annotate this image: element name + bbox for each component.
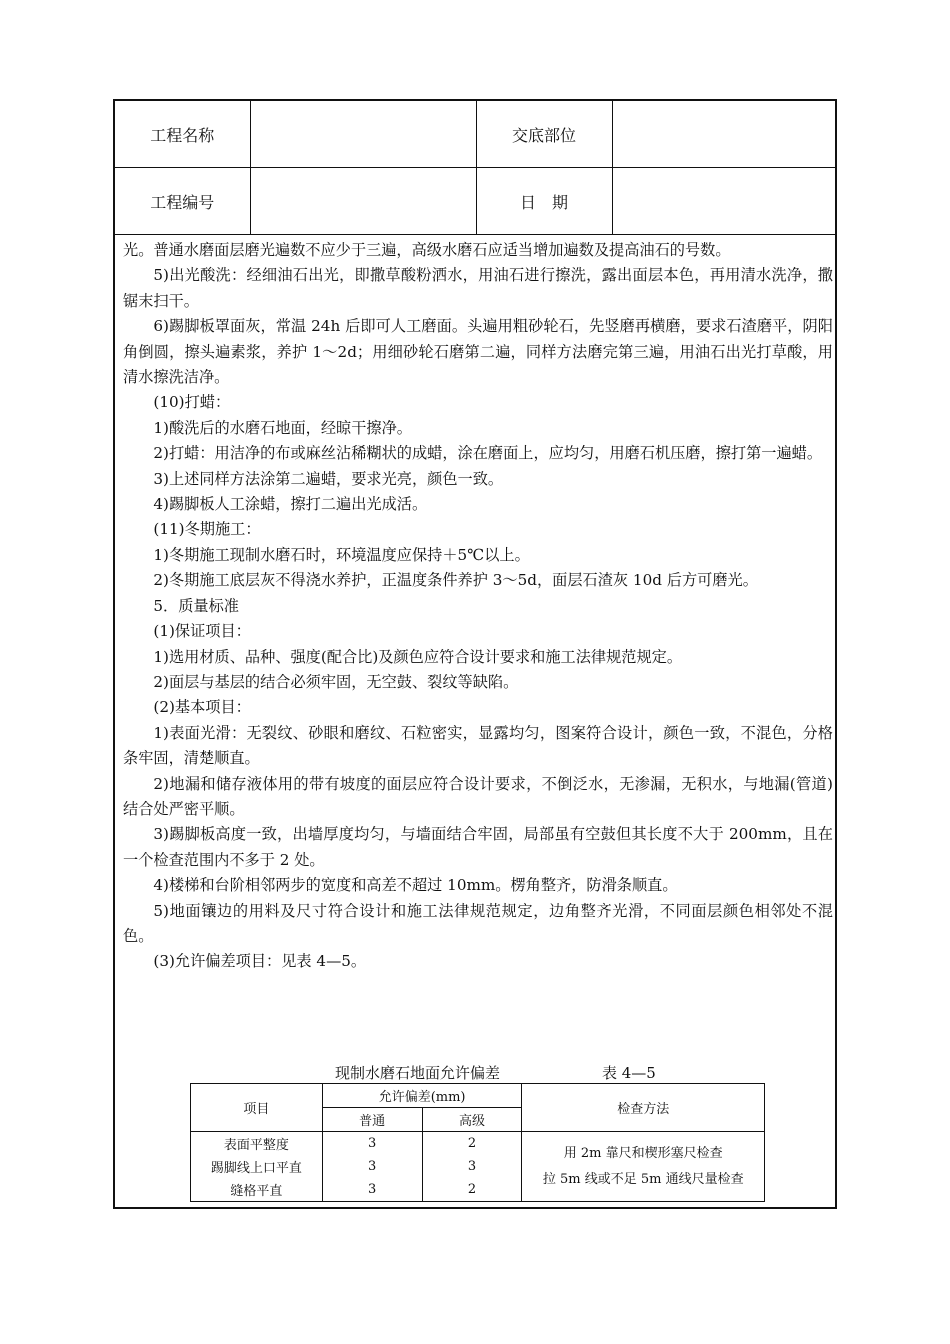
- body-paragraph: (1)保证项目：: [153, 622, 251, 641]
- check-method-1: 用 2m 靠尺和楔形塞尺检查: [563, 1145, 723, 1161]
- table-row-item: 表面平整度: [191, 1132, 323, 1156]
- body-paragraph: 3)上述同样方法涂第二遍蜡，要求光亮，颜色一致。: [153, 469, 504, 488]
- table-title: 现制水磨石地面允许偏差: [335, 1064, 501, 1082]
- body-paragraph: (10)打蜡：: [153, 393, 231, 412]
- body-paragraph: 1)表面光滑：无裂纹、砂眼和磨纹、石粒密实，显露均匀，图案符合设计，颜色一致，不混色，分格条牢固，清楚顺直。: [123, 723, 833, 768]
- body-paragraph: 6)踢脚板罩面灰，常温 24h 后即可人工磨面。头遍用粗砂轮石，先竖磨再横磨，要求石渣磨平，阴阳角倒圆，擦头遍素浆，养护 1～2d；用细砂轮石磨第二遍，同样方法磨完第三遍，用油石出光打草酸，用清水擦洗洁净。: [123, 317, 833, 387]
- body-paragraph: (3)允许偏差项目：见表 4—5。: [153, 952, 367, 971]
- table-number: 表 4—5: [602, 1064, 656, 1082]
- body-paragraph: 2)地漏和储存液体用的带有坡度的面层应符合设计要求，不倒泛水，无渗漏，无积水，与地漏(管道)结合处严密平顺。: [123, 774, 833, 818]
- table-row-normal: 3: [322, 1178, 422, 1202]
- table-caption: [335, 1062, 656, 1083]
- project-no-value: [250, 168, 476, 235]
- table-row-item: 缝格平直: [191, 1178, 323, 1202]
- body-paragraph: 1)选用材质、品种、强度(配合比)及颜色应符合设计要求和施工法律规范规定。: [153, 647, 683, 666]
- check-method-cell: [522, 1132, 765, 1202]
- body-paragraph: (11)冬期施工：: [153, 520, 261, 539]
- body-paragraph: 2)面层与基层的结合必须牢固，无空鼓、裂纹等缺陷。: [153, 672, 519, 691]
- table-row-normal: 3: [322, 1155, 422, 1178]
- body-paragraph: 5．质量标准: [153, 596, 239, 615]
- date-value: [612, 168, 835, 235]
- table-row-advanced: 2: [422, 1132, 522, 1156]
- check-method-2: 拉 5m 线或不足 5m 通线尺量检查: [542, 1171, 744, 1187]
- body-paragraph: 5)地面镶边的用料及尺寸符合设计和施工法律规范规定，边角整齐光滑，不同面层颜色相邻处不混色。: [123, 901, 833, 945]
- table-row-normal: 3: [322, 1132, 422, 1156]
- location-label: 交底部位: [476, 101, 612, 168]
- date-label: 日 期: [476, 168, 612, 235]
- location-value: [612, 101, 835, 168]
- project-name-label: 工程名称: [115, 101, 250, 168]
- col-item-header: 项目: [191, 1084, 323, 1132]
- col-normal-header: 普通: [322, 1108, 422, 1132]
- body-paragraph: 1)酸洗后的水磨石地面，经晾干擦净。: [153, 418, 412, 437]
- project-name-value: [250, 101, 476, 168]
- body-paragraph: 1)冬期施工现制水磨石时，环境温度应保持＋5℃以上。: [153, 545, 530, 564]
- project-no-label: 工程编号: [115, 168, 250, 235]
- col-method-header: 检查方法: [522, 1084, 765, 1132]
- body-paragraph: 4)楼梯和台阶相邻两步的宽度和高差不超过 10mm。楞角整齐，防滑条顺直。: [153, 876, 678, 895]
- col-allow-header: 允许偏差(mm): [322, 1084, 522, 1108]
- deviation-table: [190, 1083, 765, 1202]
- body-paragraph: 2)冬期施工底层灰不得浇水养护，正温度条件养护 3～5d，面层石渣灰 10d 后方可磨光。: [153, 571, 758, 590]
- col-advanced-header: 高级: [422, 1108, 522, 1132]
- body-paragraph: 5)出光酸洗：经细油石出光，即撒草酸粉洒水，用油石进行擦洗，露出面层本色，再用清水洗净，撒锯末扫干。: [123, 266, 833, 310]
- table-row-item: 踢脚线上口平直: [191, 1155, 323, 1178]
- header-table: [115, 101, 835, 235]
- table-row-advanced: 3: [422, 1155, 522, 1178]
- table-row-advanced: 2: [422, 1178, 522, 1202]
- body-paragraph: 4)踢脚板人工涂蜡，擦打二遍出光成活。: [153, 495, 428, 514]
- body-paragraph: 3)踢脚板高度一致，出墙厚度均匀，与墙面结合牢固，局部虽有空鼓但其长度不大于 200mm，且在一个检查范围内不多于 2 处。: [123, 825, 833, 869]
- body-paragraph: 2)打蜡：用洁净的布或麻丝沾稀糊状的成蜡，涂在磨面上，应均匀，用磨石机压磨，擦打第一遍蜡。: [153, 444, 823, 463]
- body-paragraph: (2)基本项目：: [153, 698, 251, 717]
- body-paragraph: 光。普通水磨面层磨光遍数不应少于三遍，高级水磨石应适当增加遍数及提高油石的号数。: [123, 241, 731, 259]
- document-frame: [113, 99, 837, 1209]
- body-text: [123, 238, 833, 975]
